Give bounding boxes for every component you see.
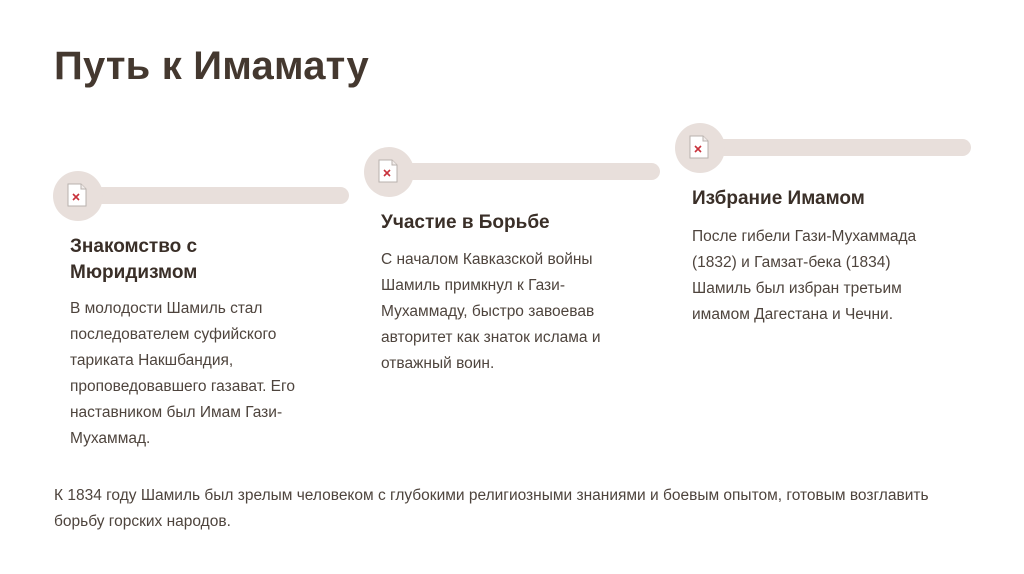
step-description: После гибели Гази-Мухаммада (1832) и Гамзат-бека (1834) Шамиль был избран третьим имамом Дагестана и Чечни.: [692, 228, 917, 323]
page-title: Путь к Имамату: [54, 44, 369, 88]
timeline-track: [78, 187, 349, 204]
timeline-track: [389, 163, 660, 180]
timeline-node: [364, 147, 414, 197]
timeline-node: [53, 171, 103, 221]
step-title: Избрание Имамом: [692, 188, 865, 209]
broken-image-icon: [688, 135, 710, 159]
timeline-track: [700, 139, 971, 156]
step-title: Участие в Борьбе: [381, 212, 550, 233]
step-description: В молодости Шамиль стал последователем суфийского тариката Накшбандия, проповедовавшего газават. Его наставником был Имам Гази-Мухаммад.: [70, 300, 295, 447]
broken-image-icon: [66, 183, 88, 207]
step-title: Знакомство с Мюридизмом: [70, 236, 198, 283]
summary-text: К 1834 году Шамиль был зрелым человеком с глубокими религиозными знаниями и боевым опытом, готовым возглавить борьбу горских народов.: [54, 487, 929, 530]
timeline-node: [675, 123, 725, 173]
broken-image-icon: [377, 159, 399, 183]
step-description: С началом Кавказской войны Шамиль примкнул к Гази-Мухаммаду, быстро завоевав авторитет как знаток ислама и отважный воин.: [381, 251, 601, 372]
